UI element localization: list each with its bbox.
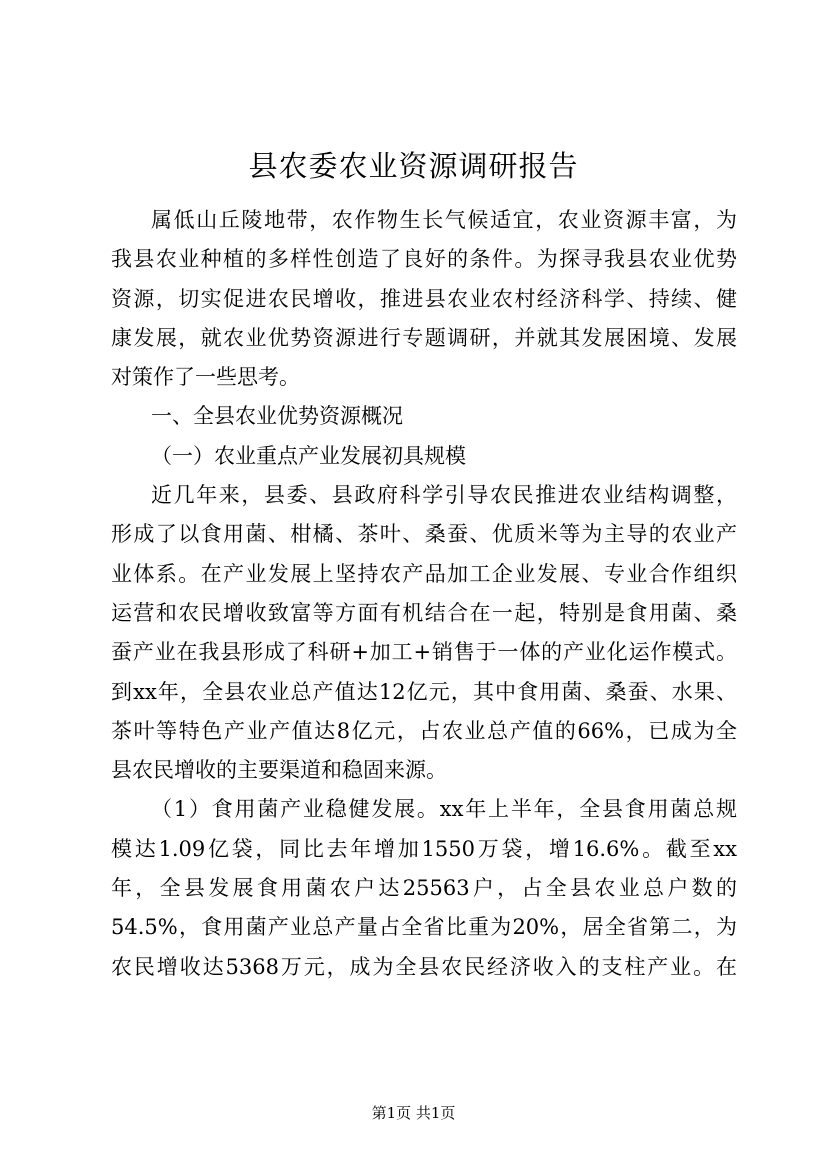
document-body [111, 201, 737, 987]
section-heading: 一、全县农业优势资源概况 [151, 404, 403, 429]
paragraph-line: 农民增收达5368万元，成为全县农民经济收入的支柱产业。在 [111, 954, 737, 979]
paragraph-line: 对策作了一些思考。 [111, 365, 300, 390]
paragraph-line: 54.5%，食用菌产业总产量占全省比重为20%，居全省第二，为 [111, 915, 737, 940]
paragraph-line: 到xx年，全县农业总产值达12亿元，其中食用菌、桑蚕、水果、 [111, 679, 737, 704]
subsection-heading: （一）农业重点产业发展初具规模 [151, 443, 466, 468]
paragraph-line: 康发展，就农业优势资源进行专题调研，并就其发展困境、发展 [111, 325, 737, 350]
page-footer: 第1页 共1页 [371, 1104, 456, 1122]
paragraph-line: 业体系。在产业发展上坚持农产品加工企业发展、专业合作组织 [111, 561, 737, 586]
paragraph-line: 形成了以食用菌、柑橘、茶叶、桑蚕、优质米等为主导的农业产 [111, 522, 737, 547]
paragraph-line: 近几年来，县委、县政府科学引导农民推进农业结构调整， [151, 483, 737, 508]
paragraph-line: 蚕产业在我县形成了科研+加工+销售于一体的产业化运作模式。 [111, 640, 737, 665]
paragraph-line: 运营和农民增收致富等方面有机结合在一起，特别是食用菌、桑 [111, 600, 737, 625]
paragraph-line: 属低山丘陵地带，农作物生长气候适宜，农业资源丰富，为 [151, 208, 737, 232]
paragraph-line: （1）食用菌产业稳健发展。xx年上半年，全县食用菌总规 [151, 797, 737, 822]
paragraph-line: 县农民增收的主要渠道和稳固来源。 [111, 758, 447, 783]
paragraph-line: 年，全县发展食用菌农户达25563户，占全县农业总户数的 [111, 876, 737, 901]
paragraph-line: 模达1.09亿袋，同比去年增加1550万袋，增16.6%。截至xx [111, 836, 737, 861]
paragraph-line: 茶叶等特色产业产值达8亿元，占农业总产值的66%，已成为全 [111, 718, 737, 743]
paragraph-line: 我县农业种植的多样性创造了良好的条件。为探寻我县农业优势 [111, 247, 737, 272]
document-title: 县农委农业资源调研报告 [248, 149, 579, 183]
paragraph-line: 资源，切实促进农民增收，推进县农业农村经济科学、持续、健 [111, 286, 737, 311]
